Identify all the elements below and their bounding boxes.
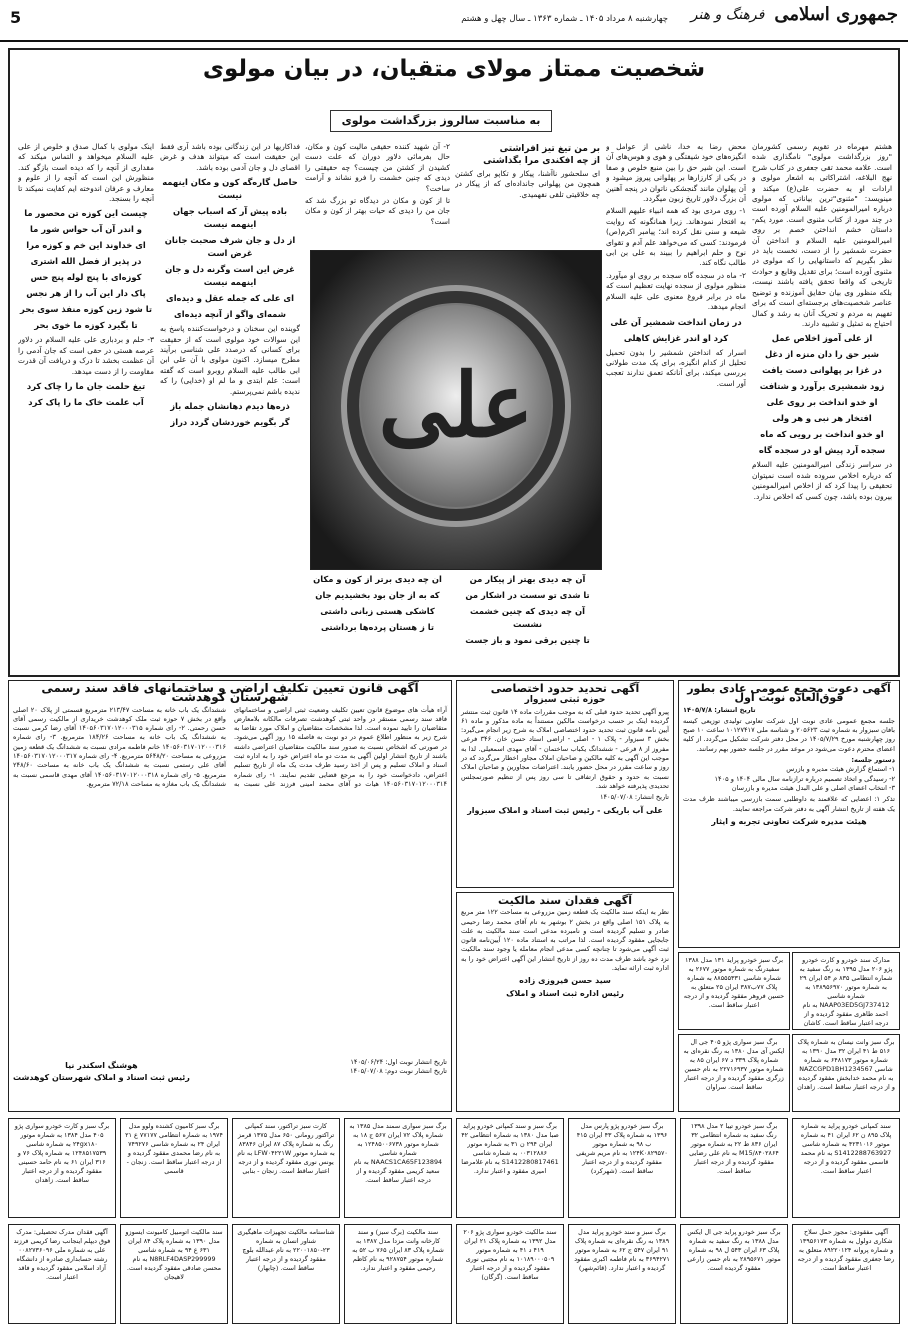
ad-body: برگ سبز و کارت خودرو سواری پژو ۴۰۵ مدل ۱۳۸۴ به شماره موتور ۲۴gx۱۸۰ به شماره شاسی ۱۲۴۸۵۱۷۵۳۹ به شماره پلاک ۷۶ و ۳۱۶ ایران ۶۱ به نام حامد حسینی مفقود گردیده و از درجه اعتبار ساقط است. زاهدان — [14, 1122, 110, 1184]
ad-date: تاریخ انتشار نوبت اول: ۱۴۰۵/۰۶/۲۴ — [350, 1057, 447, 1066]
ad-lost-item — [232, 1224, 340, 1324]
ad-lost-item — [8, 1224, 116, 1324]
ad-lost-item — [568, 1224, 676, 1324]
ad-body: سند مالکیت اتومبیل کامیونت ایسوزو مدل ۱۳۹۰ به شماره پلاک ۸۴ ایران ۶۳۱ ع ۹۴ به شماره شاسی N8RLF4DASP299999 به نام محسن صادقی مفقود گردیده است. لاهیجان — [125, 1228, 223, 1281]
ad-subtitle: حوزه ثبتی سبزوار — [524, 695, 606, 706]
ad-body: آراء هیأت های موضوع قانون تعیین تکلیف وضعیت ثبتی اراضی و ساختمانهای فاقد سند رسمی مستقر در واحد ثبتی کوهدشت تصرفات مالکانه بلامعارض متقاضیان را تایید نموده است. لذا مشخصات متقاضیان و املاک مورد تقاضا به شرح زیر به منظور اطلاع عموم در دو نوبت به فاصله ۱۵ روز آگهی می‌شود. در صورتی که اشخاص نسبت به صدور سند مالکیت متقاضیان اعتراضی داشته باشند از تاریخ انتشار اولین آگهی به مدت دو ماه اعتراض خود را به اداره ثبت اسناد و املاک تسلیم و پس از اخذ رسید ظرف مدت یک ماه از تاریخ تسلیم اعتراض، دادخواست خود را به مرجع قضایی تقدیم نمایند. ۱- رای شماره ۱۴۰۵۶۰۳۱۷۰۱۲۰۰۰۳۱۴ هیات دو آقای محمد امینی فرزند علی نسبت به ششدانگ یک باب خانه به مساحت ۲۱۳/۴۷ مترمربع قسمتی از پلاک ۲۰ اصلی واقع در بخش ۷ حوزه ثبت ملک کوهدشت خریداری از مالکیت رسمی آقای حسن رحمتی. ۲- رای شماره ۱۴۰۵۶۰۳۱۷۰۱۲۰۰۰۳۱۵ آقای رضا کرمی نسبت به ششدانگ یک باب خانه به مساحت ۱۸۴/۲۶ مترمربع. ۳- رای شماره ۱۴۰۵۶۰۳۱۷۰۱۲۰۰۰۳۱۶ خانم فاطمه مرادی نسبت به ششدانگ یک قطعه زمین مزروعی به مساحت ۵۶۴۸/۲۰ مترمربع. ۴- رای شماره ۱۴۰۵۶۰۳۱۷۰۱۲۰۰۰۳۱۷ آقای علی رستمی نسبت به ششدانگ یک باب خانه به مساحت ۲۴۸/۶۰ مترمربع. ۵- رای شماره ۱۴۰۵۶۰۳۱۷۰۱۲۰۰۰۳۱۸ آقای مهدی قاسمی نسبت به ششدانگ یک باب مغازه به مساحت ۷۲/۱۸ مترمربع. — [13, 705, 448, 788]
page-header — [0, 0, 908, 42]
page-number: 5 — [10, 8, 22, 27]
verse: از علی آموز اخلاص عمل — [771, 333, 873, 344]
ad-general-assembly — [678, 680, 900, 948]
ad-body: برگ سبز و سند کمپانی خودرو پراید صبا مدل ۱۳۸۰ به شماره انتظامی ۴۲ ایران ۲۹۴ ن ۳۱ به شماره موتور ۰۰۳۱۲۸۸۶ به شماره شاسی S1412280817461 به نام غلامرضا امیری مفقود و اعتبار ندارد. — [461, 1122, 559, 1175]
verse: سجده آرد پیش او در سجده گاه — [758, 445, 886, 456]
article-subtitle: به مناسبت سالروز بزرگداشت مولوی — [330, 110, 552, 132]
ad-body: برگ سبز خودرو تیبا ۲ مدل ۱۳۹۸ رنگ سفید به شماره انتظامی ۳۲ ایران ۸۳۶ ط ۲۲ به شماره موتور M15/۸۴۰۲۸۶۴ به نام علی رضایی مفقود گردیده و از درجه اعتبار ساقط است. — [689, 1122, 779, 1175]
ad-lost-item — [344, 1118, 452, 1218]
ad-body: سند مالکیت خودرو سواری پژو ۲۰۶ مدل ۱۳۹۲ به شماره پلاک ۲۱ ایران ۴۱۹ د ۴۱ به شماره موتور ۱۰۱۸۹۰۰۰۵۰۹ به نام مجتبی نوری مفقود گردیده و از درجه اعتبار ساقط است. (گرگان) — [463, 1228, 557, 1281]
ad-lost-deed — [456, 892, 674, 1112]
ad-body: شناسنامه مالکیت تجهیزات ماهیگیری شناور انسان به شماره ۲۳-۲۲۰۰۱۸۵۰ به نام عبدالله بلوچ مفقود گردیده و از درجه اعتبار ساقط است. (چابهار) — [237, 1228, 335, 1272]
ad-lost-item — [792, 1034, 900, 1112]
ad-lost-item — [456, 1118, 564, 1218]
ad-boundary — [456, 680, 674, 888]
verse: ای علی که جمله عقل و دیده‌ای — [166, 293, 294, 304]
ad-body: نظر به اینکه سند مالکیت یک قطعه زمین مزروعی به مساحت ۱۲۲ متر مربع به پلاک ۱۵۱ اصلی واقع در بخش ۲ بوشهر به نام آقای محمد رضا رحیمی صادر و تسلیم گردیده است و نامبرده مدعی است سند مالکیت به علت جابجایی مفقود گردیده است. لذا مراتب به استناد ماده ۱۲۰ آیین‌نامه قانون ثبت آگهی می‌شود تا چنانچه کسی مدعی انجام معامله یا وجود سند مالکیت نزد خود باشد ظرف مدت ده روز از تاریخ انتشار این آگهی اعتراض خود را به اداره ثبت ارائه نماید. — [461, 908, 670, 973]
verse: تا شود زین کوزه منفذ سوی بحر — [20, 304, 152, 315]
verse: کوزه‌ای با پنج لوله پنج حس — [30, 272, 142, 283]
ad-land-law — [8, 680, 452, 1112]
verse: باده پیش آر که اسباب جهان اینهمه نیست — [172, 206, 288, 230]
ad-lost-item — [678, 952, 790, 1030]
verse: چیست این کوزه تن محصور ما — [24, 208, 148, 219]
ad-date: تاریخ انتشار: ۱۴۰۵/۷/۸ — [683, 705, 756, 714]
ad-body: برگ سبز و سند خودرو پراید مدل ۱۳۸۹ به رنگ نقره‌ای به شماره پلاک ۹۱ ایران ۵۴۷ ج ۶۲ به شماره موتور ۳۶۹۴۲۷۱ به نام فاطمه اکبری مفقود گردیده و اعتبار ندارد. (قائم‌شهر) — [574, 1228, 670, 1272]
ad-lost-item — [8, 1118, 116, 1218]
verse: افتخار هر نبی و هر ولی — [772, 413, 872, 424]
verse: غرض این است وگرنه دل و جان اینهمه نیست — [165, 264, 295, 288]
masthead — [691, 4, 898, 25]
agenda-item: ۲- رسیدگی و اتخاذ تصمیم درباره ترازنامه سال مالی ۱۴۰۴ و ۱۴۰۵ — [714, 774, 895, 783]
article-column-6 — [18, 142, 154, 667]
ad-signature-title: رئیس اداره ثبت اسناد و املاک — [506, 988, 624, 998]
paragraph: تا از کون و مکان در دیدگاه تو بزرگ شد که جان من را دیدی که حیات بهتر از کون و مکان است؟ — [305, 196, 450, 226]
paragraph: ۲- ماه در سجده گاه سجده بر روی او میآورد. منظور مولوی از سجده نهایت تعظیم است که ماه در برابر فروغ معنوی علی علیه السلام انجام میدهد. — [606, 270, 746, 312]
article-column-1 — [752, 142, 892, 667]
ad-lost-item — [792, 1118, 900, 1218]
verse-heading: بر من تیغ تیز افراشتی — [499, 144, 600, 154]
ad-lost-item — [568, 1118, 676, 1218]
ad-body: برگ سبز کامیون کشنده ولوو مدل ۱۹۷۴ به شماره انتظامی ۷۷۱۷۷ ع ۲۱ ایران ۲۴ به شماره شاسی ۷۴۹۲۷۶ به نام رضا محمدی مفقود گردیده و از درجه اعتبار ساقط است. زنجان - قاسمی — [125, 1122, 223, 1175]
verse: تا شدی تو سست در اشکار من — [465, 590, 590, 600]
verse: پاک دار این آب را از هر نجس — [26, 288, 146, 299]
ad-lost-item — [680, 1224, 788, 1324]
article-column-2 — [606, 142, 746, 667]
verse: که به از جان بود بخشیدیم جان — [315, 590, 440, 600]
article-column-3-top — [455, 142, 600, 247]
paragraph: در سراسر زندگی امیرالمومنین علیه السلام که درباره اخلاص سروده شده است نمیتوان تحقیقی را پیدا کرد که از اخلاص امیرالمومنین بیرون بوده باشد، چون کسی که اخلاص ندارد. — [752, 460, 892, 501]
verse: در زمان انداخت شمشیر آن علی — [610, 316, 742, 327]
calligraphy-text: علی — [378, 353, 534, 457]
paragraph: ۱- روی مردی بود که همه انبیاء علیهم السلام به افتخار نمودهاند. زیرا همانگونه که روایت شیعه و سنی نقل کرده اند؛ پیامبر اکرم(ص) فرمودند: کسی که می‌خواهد علم آدم و تقوای نوح و حلم ابراهیم را ببیند به علی بن ابی طالب نگاه کند. — [606, 206, 746, 268]
issue-line: چهارشنبه ۸ مرداد ۱۴۰۵ ـ شماره ۱۳۶۳ ـ سال چهل و هشتم — [461, 14, 668, 24]
ad-body: آگهی مفقودی: مجوز حمل سلاح شکاری دولول به شماره ۱۳۹۵۶۱۷۳ و شماره پروانه ۸۹۲۲۰۱۲۴ متعلق به رضا جعفری مفقود گردیده و از درجه اعتبار ساقط است. — [797, 1228, 895, 1272]
ad-title: آگهی فقدان سند مالکیت — [498, 894, 632, 907]
ad-lost-item — [456, 1224, 564, 1324]
ad-signature: علی آب باریکی - رئیس ثبت اسناد و املاک سبزوار — [467, 805, 663, 815]
ad-body: برگ سبز خودرو پژو پارس مدل ۱۳۹۶ به شماره پلاک ۴۳ ایران ۴۱۵ ب ۹۸ به شماره موتور ۱۲۴K۰۸۲۹۵۷۰ به نام مریم شریفی مفقود گردیده و از درجه اعتبار ساقط است. (شهرکرد) — [576, 1122, 668, 1175]
ad-body: جلسه مجمع عمومی عادی نوبت اول شرکت تعاونی تولیدی توزیعی کیسه بافان سبزوار به شماره ثبت ۲۰۵۶۲۳ و شناسه ملی ۱۰۱۲۷۴۱۷ ساعت ۱۰ صبح روز چهارشنبه مورخ ۱۴۰۵/۷/۲۹ در محل دفتر شرکت تشکیل می‌گردد. از کلیه اعضای محترم دعوت می‌شود در موعد مقرر در جلسه حضور بهم رسانند. — [683, 716, 895, 753]
verse: ان چه دیدی برتر از کون و مکان — [313, 574, 442, 584]
verse: گر بگویم خوردشان گردد دراز — [170, 417, 290, 428]
agenda-item: ۱- استماع گزارش هیئت مدیره و بازرس — [786, 765, 895, 774]
ad-note: تذکر ۱: اعضایی که علاقمند به داوطلبی سمت بازرسی میباشند ظرف مدت یک هفته از تاریخ انتشار آگهی به دفتر شرکت مراجعه نمایند. — [683, 795, 895, 813]
ad-signature: هوشنگ اسکندر نیا — [65, 1060, 138, 1070]
verse: در پذیر از فضل الله اشتری — [30, 256, 142, 267]
verse: کاشکی هستی زبانی داشتی — [320, 606, 435, 616]
verse: او خدو انداخت بر رویی که ماه — [760, 429, 884, 440]
article-title: شخصیت ممتاز مولای متقیان، در بیان مولوی — [202, 56, 706, 82]
article-column-4-top — [305, 142, 450, 247]
ad-lost-item — [792, 1224, 900, 1324]
calligraphy-image — [311, 251, 601, 569]
article-column-4-bottom — [305, 570, 450, 670]
ad-body: برگ سبز خودرو پراید جی ال ایکس مدل ۱۳۸۸ به رنگ سفید به شماره پلاک ۶۳ ایران ۵۴۳ ل ۹۸ به شماره موتور ۲۸۹۵۶۷۱ به نام حسن زارعی مفقود گردیده است. — [687, 1228, 781, 1272]
main-article — [8, 48, 900, 677]
verse: حاصل گاره‌گه کون و مکان اینهمه نیست — [162, 177, 298, 201]
ad-title: آگهی قانون تعیین تکلیف اراضی و ساختمانهای فاقد سند رسمی شهرستان کوهدشت — [41, 681, 419, 705]
verse: تا ز هستان پرده‌ها برداشتی — [320, 622, 434, 632]
ad-signature: سید حسن فیروزی زاده — [519, 976, 611, 986]
article-column-5 — [160, 142, 300, 667]
ad-lost-item — [232, 1118, 340, 1218]
verse: شمه‌ای واگو از آنچه دیده‌ای — [174, 309, 286, 320]
section-name: فرهنگ و هنر — [690, 6, 765, 23]
verse: کرد او اندر غزایش کاهلی — [623, 332, 729, 343]
verse: آن چه دیدی بهتر از پیکار من — [469, 574, 586, 584]
ad-body: برگ سبز سواری پژو ۴۰۵ جی ال ایکس آی مدل ۱۳۸۰ به رنگ نقره‌ای به شماره پلاک ۳۳۹ د ۶۷ ایران ۸۵ به شماره موتور ۲۲۷۱۶۹۳۷ به نام حسین زرگری مفقود گردیده و از درجه اعتبار ساقط است. سراوان — [683, 1038, 785, 1091]
newspaper-logo: جمهوری اسلامی — [774, 4, 898, 25]
ad-lost-item — [792, 952, 900, 1030]
ad-lost-item — [120, 1118, 228, 1218]
ad-body: کارت سبز تراکتور، سند کمپانی تراکتور رومانی ۶۵۰ مدل ۱۳۷۵ قرمز رنگ به شماره پلاک ۸۷ ایران ۸۳۸۴۶ به شماره موتور LFW۰۴۲۲۱W به نام یونس نوری مفقود گردیده و از درجه اعتبار ساقط است. زنجان - بنابی — [237, 1122, 335, 1175]
paragraph: هشتم مهرماه در تقویم رسمی کشورمان "روز بزرگداشت مولوی" نامگذاری شده است. علامه محمد تقی جعفری در کتاب شرح نهج البلاغه، اشتراکاتی به اشعار مولوی و ارادات او به حضرت علی(ع) میکند و مینویسد: "مثنوی"ترین بیاناتی که مولوی درباره امیرالمومنین علیه السلام آورده است در چند مورد از کتاب مثنوی است. مورد یکم- داستان خشم انداختن خصم بر روی امیرالمومنین علیه السلام و انداختن آن حضرت شمشیر را از دست، نخست باید در نظر بگیریم که داستانهایی را که مولوی در مثنوی آورده است؛ برای تقدیل وقایع و حوادث تاریخی که واقعا تحقق یافته باشند نیست، بلکه منظور وی بیان حقایق آموزنده و توضیح عناصر شخصیت‌های برجسته‌ای است که برای تفهیم به مردم و تحریک آنان به رشد و کمال احتیاج به تمثیل و تشبیه دارند. — [752, 142, 892, 328]
ad-date: تاریخ انتشار نوبت دوم: ۱۴۰۵/۰۷/۰۸ — [350, 1066, 447, 1075]
verse: ذره‌ها دیدم دهانشان جمله باز — [170, 401, 290, 412]
article-image — [310, 250, 602, 570]
verse: آن چه دیدی که چنین خشمت نشست — [469, 606, 586, 629]
ad-body: آگهی فقدان مدرک تحصیلی: مدرک فوق دیپلم اینجانب رضا کریمی فرزند علی به شماره ملی ۰۰۸۲۷۳۶۰۹۶ رشته حسابداری صادره از دانشگاه آزاد اسلامی مفقود گردیده و فاقد اعتبار است. — [13, 1228, 111, 1281]
paragraph: فداکاریها در این زندگانی بوده باشد آری فقط این حقیقت است که میتواند هدف و غرض اقصای دل و جان آدمی بوده باشد. — [160, 142, 300, 172]
agenda-title: دستور جلسه: — [851, 756, 895, 765]
verse: او خدو انداخت بر روی علی — [766, 397, 878, 408]
agenda-item: ۳- انتخاب اعضای اصلی و علی البدل هیئت مدیره و بازرسان — [731, 783, 895, 792]
paragraph: ای سلحشور ناآشنا، پیکار و تکاپو برای کشتن همچون من پهلوانی جانداده‌ای که از پیکار در چه خلاقیتی تلقی نفهمیدی. — [455, 168, 600, 199]
paragraph: محض رضا به خدا، ناشی از عوامل و انگیزه‌های خود شیفتگی و هوی و هوس‌های آن است. این شیر حق را بین منبع خلوص و صفا در یکی از کارزارها بر پهلوانی پیروز میشود و آن پهلوان مانند گنجشکی ناتوان در پنجه آهنین آن بزرگ دلاور تاریخ زبون میگردد. — [606, 142, 746, 204]
ad-body: برگ سبز خودرو پراید ۱۳۱ مدل ۱۳۸۸ سفیدرنگ به شماره موتور ۲۶۷۷ به شماره شاسی ۸۸۵۵۵۳۳۱ به شماره پلاک ۷۷ب۳۸۷ ایران ۲۵ متعلق به حسین فروهر مفقود گردیده و از درجه اعتبار ساقط است. — [683, 956, 785, 1009]
paragraph: اینک مولوی با کمال صدق و خلوص از علی علیه السلام میخواهد و التماس میکند که مقداری از آنچه را که دیده است بازگو کند. منظورش این است که آنچه را از علوم و معارف و عرفان اندوخته ایم کفایت نمیکند تا آنچه را بسنجد. — [18, 142, 154, 204]
verse: شیر حق را دان منزه از دغل — [765, 349, 879, 360]
ad-title: آگهی دعوت مجمع عمومی عادی بطور فوق‌العاده نوبت اول — [687, 682, 891, 705]
verse: آب علمت خاک ما را پاک کرد — [28, 397, 144, 408]
ad-lost-item — [678, 1034, 790, 1112]
ad-signature-title: رئیس ثبت اسناد و املاک شهرستان کوهدشت — [13, 1072, 190, 1082]
ad-body: پیرو آگهی تحدید حدود قبلی که به موجب مقررات ماده ۱۴ قانون ثبت منتشر گردیده اینک بر حسب درخواست مالکین مستنداً به ماده مذکور و ماده ۶۱ آیین نامه قانون ثبت تحدید حدود اختصاصی املاک به شرح زیر انجام می‌گیرد: بخش ۳ سبزوار - پلاک ۱ - اصلی - اراضی استاد حسن خان. ۳۴۶ فرعی مفروز از ۸ فرعی - ششدانگ یکباب ساختمان - آقای مهدی اسمعیلی. لذا به موجب این آگهی به کلیه مالکین و صاحبان املاک مجاور اخطار می‌گردد که در روز و ساعت مقرر در محل حضور یابند. اعتراضات مجاورین و صاحبان املاک نسبت به حدود و حقوق ارتفاقی تا سی روز پس از تنظیم صورتمجلس تحدیدی پذیرفته خواهد شد. — [461, 707, 669, 790]
verse: تا بگیرد کوزه ما خوی بحر — [34, 320, 138, 331]
paragraph: ۲- آن شهید کننده حقیقی مالیت کون و مکان، حال بفرمائی دلاور دوران که علت دست کشیدن از کشتن من چیست؟ چه حقیقتی را دیدی که چنین خشمت را فرو نشاند و آرامت ساخت؟ — [305, 142, 450, 193]
paragraph: گوینده این سخنان و درخواست‌کننده پاسخ به این سوالات خود مولوی است که از حقیقت برای کسانی که درصدد علی شناسی برآیند مطرح میسازد. اکنون مولوی با آن علی ابن ابی طالب علیه السلام روبرو است که گفته است: علم ابتدی و ما لم او (خدایی) را که ندیده باشم نمی‌پرستم. — [160, 324, 300, 396]
ad-body: برگ سبز سواری سمند مدل ۱۳۸۵ به شماره پلاک ۷۲ ایران ۵۶۷ ج ۱۸ به شماره موتور ۱۲۴۸۵۰۰۶۷۳۸ به شماره شاسی NAACS1CA65F123894 به نام سعید کریمی مفقود گردیده و از درجه اعتبار ساقط است. — [349, 1122, 447, 1184]
verse: تا چنین برقی نمود و باز جست — [465, 635, 590, 645]
verse: و اندر آن آب حواس شور ما — [29, 224, 143, 235]
verse: زود شمشیری برآورد و شتافت — [759, 381, 885, 392]
ad-lost-item — [120, 1224, 228, 1324]
verse-heading: از چه افکندی مرا بگذاشتی — [483, 156, 600, 167]
ad-body: مدارک سند خودرو و کارت خودرو پژو ۲۰۶ مدل ۱۳۹۵ به رنگ سفید به شماره انتظامی ۸۳۵ م ۵۴ ایران ۲۹ به شماره موتور ۱۳۸۹۵۶۹۷۰ به شماره شاسی NAAP03ED5GJ737412 به نام احمد طاهری مفقود گردیده و از درجه اعتبار ساقط است. کاشان — [799, 956, 893, 1027]
ad-body: سند مالکیت (برگ سبز) و سند کارخانه وانت مزدا مدل ۱۳۸۷ به شماره پلاک ۸۳ ایران ۷۶۵ ب ۵۲ به شماره موتور ۹۲۸۷۵۴ به نام کاظم رحیمی مفقود و اعتبار ندارد. — [352, 1228, 444, 1272]
ad-signature: هیئت مدیره شرکت تعاونی تجربه و ایثار — [711, 816, 867, 826]
ad-lost-item — [344, 1224, 452, 1324]
verse: تیغ حلمت جان ما را چاک کرد — [26, 381, 146, 392]
ad-body: برگ سبز وانت نیسان به شماره پلاک ۵۱۶ ط ۴۱ ایران ۳۲ مدل ۱۳۹۰ به شماره موتور ۶۴۸۱۷۳ به شماره شاسی NAZCGPD1BH1234567 به نام محمد خدابخش مفقود گردیده و از درجه اعتبار ساقط است. زاهدان — [797, 1038, 895, 1091]
ad-title: آگهی تحدید حدود اختصاصی — [490, 682, 640, 695]
ads-section — [8, 680, 900, 1328]
paragraph: ۳- حلم و بردباری علی علیه السلام در دلاور عرصه هستی در حقی است که جان آدمی را آن عظمت بخشد تا درک و دریافت آن قدرت مقاومت را از دست میدهد. — [18, 335, 154, 376]
verse: ای خداوند این خم و کوزه مرا — [26, 240, 146, 251]
verse: از دل و جان شرف صحبت جانان غرض است — [164, 235, 296, 259]
verse: در غزا بر پهلوانی دست یافت — [762, 365, 882, 376]
ad-date: تاریخ انتشار: ۱۴۰۵/۰۷/۰۸ — [599, 793, 669, 802]
article-column-3-bottom — [455, 570, 600, 670]
paragraph: اسرار که انداختن شمشیر را بدون تحمیل تحلیل از کدام انگیزه، برای یک مدت طولانی بررسی میکند، برای آنانکه تعمق ندارند تعجب آور است. — [606, 347, 746, 388]
ad-body: سند کمپانی خودرو پراید به شماره پلاک ۸۹۵ ن ۶۲ ایران ۴۱ به شماره موتور ۴۲۳۱۰۱۶ به شماره شاسی S1412288763927 به نام محمد قاسمی مفقود گردیده و از درجه اعتبار ساقط است. — [800, 1122, 892, 1175]
ad-lost-item — [680, 1118, 788, 1218]
